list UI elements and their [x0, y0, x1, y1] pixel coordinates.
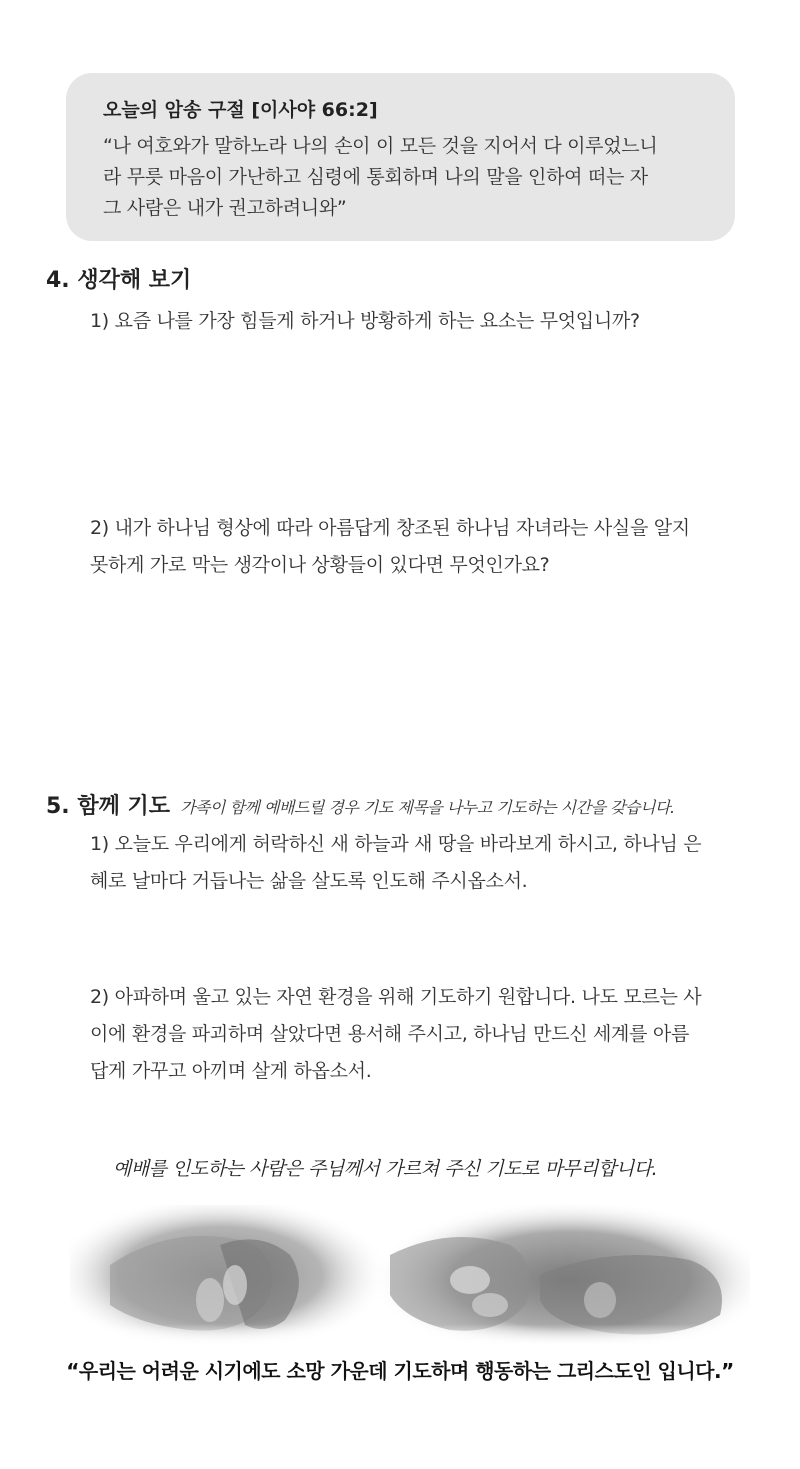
prayer-item-1: [90, 826, 701, 900]
prayer-line: 이에 환경을 파괴하며 살았다면 용서해 주시고, 하나님 만드신 세계를 아름: [90, 1023, 690, 1045]
prayer-line: 혜로 날마다 거듭나는 삶을 살도록 인도해 주시옵소서.: [90, 870, 528, 892]
question-line: 1) 요즘 나를 가장 힘들게 하거나 방황하게 하는 요소는 무엇입니까?: [90, 310, 640, 332]
closing-instruction: 예배를 인도하는 사람은 주님께서 가르쳐 주신 기도로 마무리합니다.: [112, 1158, 658, 1180]
question-line: 2) 내가 하나님 형상에 따라 아름답게 창조된 하나님 자녀라는 사실을 알지: [90, 517, 690, 539]
prayer-line: 2) 아파하며 울고 있는 자연 환경을 위해 기도하기 원합니다. 나도 모르는 사: [90, 986, 702, 1008]
section-5-note: 가족이 함께 예배드릴 경우 기도 제목을 나누고 기도하는 시간을 갖습니다.: [180, 798, 675, 817]
section-5-title: 5. 함께 기도: [46, 794, 170, 819]
reflection-question-2: [90, 510, 690, 584]
prayer-line: 답게 가꾸고 아끼며 살게 하옵소서.: [90, 1060, 372, 1082]
memory-verse-box: [66, 73, 735, 241]
prayer-item-2: [90, 979, 701, 1090]
section-4-heading: 4. 생각해 보기: [46, 268, 192, 293]
section-5-heading: [46, 789, 675, 820]
memory-verse-title: 오늘의 암송 구절 [이사야 66:2]: [103, 99, 378, 121]
memory-verse-line: 그 사람은 내가 권고하려니와”: [103, 197, 347, 219]
praying-hands-image: [70, 1205, 750, 1345]
question-line: 못하게 가로 막는 생각이나 상황들이 있다면 무엇인가요?: [90, 554, 550, 576]
prayer-line: 1) 오늘도 우리에게 허락하신 새 하늘과 새 땅을 바라보게 하시고, 하나님 은: [90, 833, 702, 855]
reflection-question-1: [90, 303, 640, 340]
final-quote: “우리는 어려운 시기에도 소망 가운데 기도하며 행동하는 그리스도인 입니다.”: [66, 1359, 734, 1383]
memory-verse-line: 라 무릇 마음이 가난하고 심령에 통회하며 나의 말을 인하여 떠는 자: [103, 166, 648, 188]
memory-verse-line: “나 여호와가 말하노라 나의 손이 이 모든 것을 지어서 다 이루었느니: [103, 135, 658, 157]
